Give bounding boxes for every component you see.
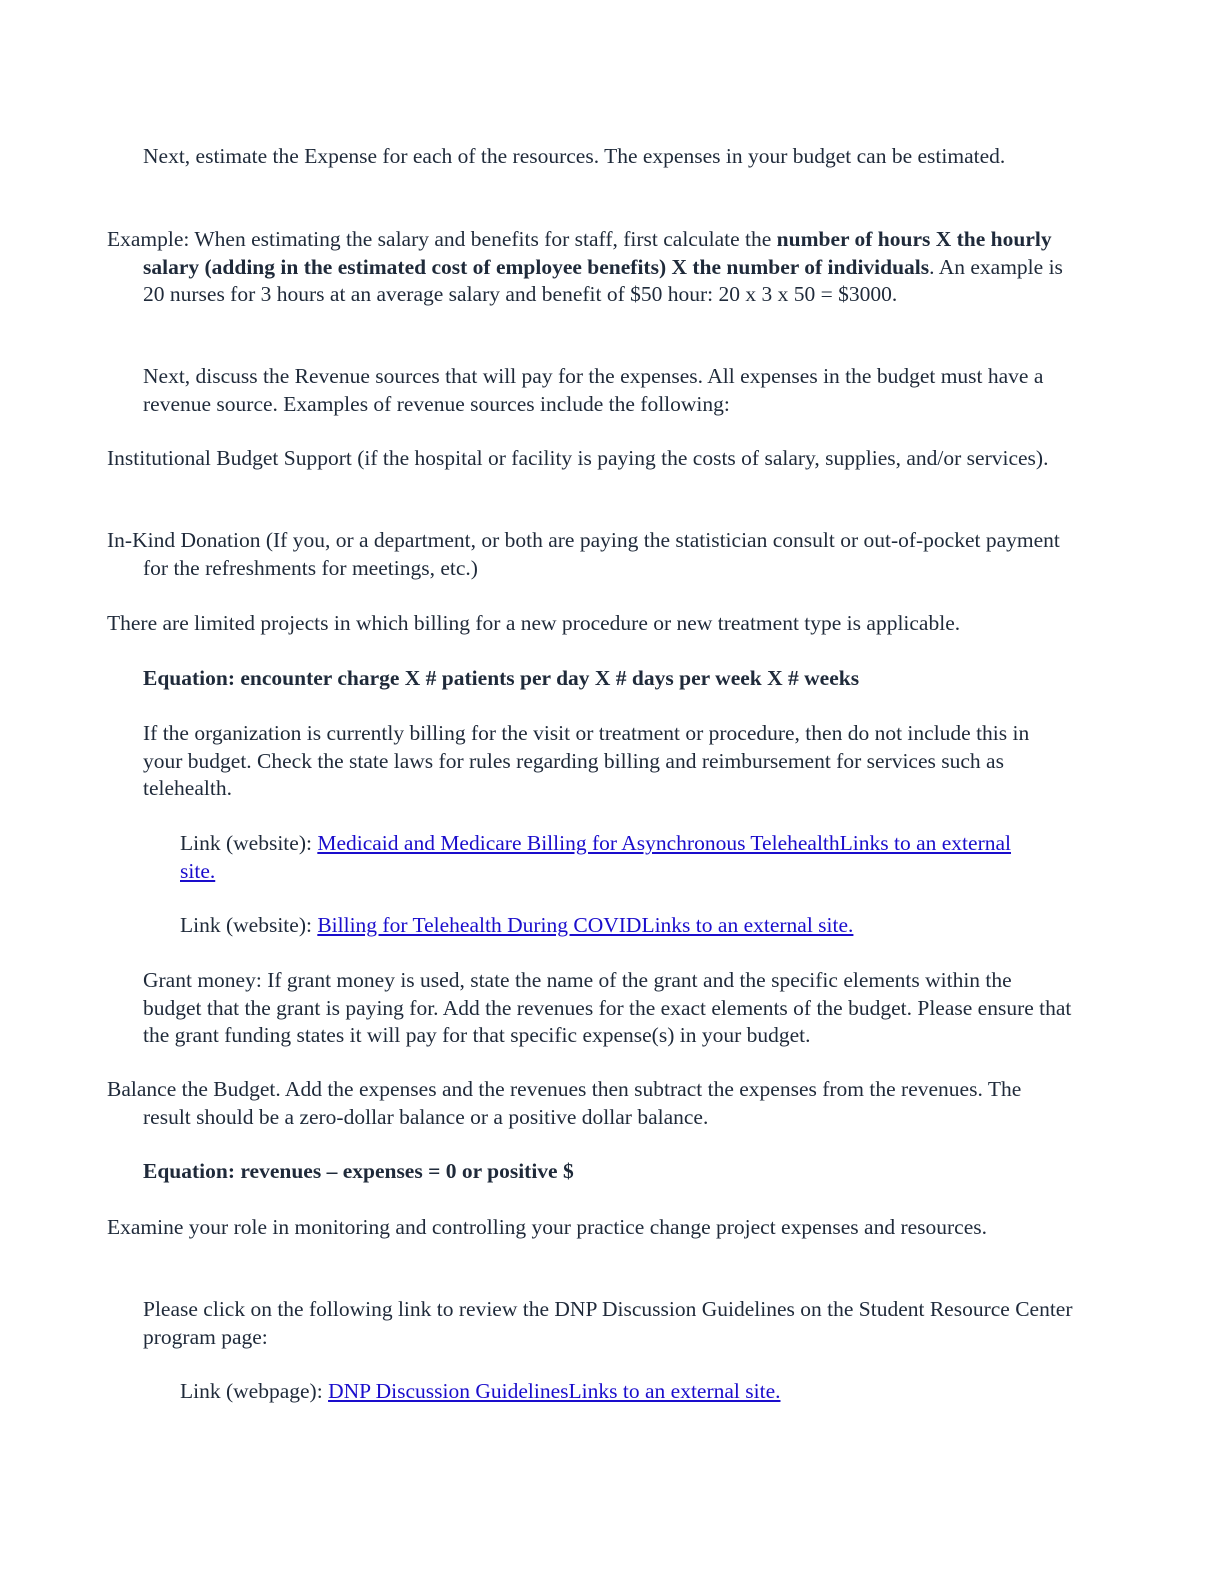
medicaid-link-paragraph <box>180 830 1040 885</box>
grant-money-paragraph: Grant money: If grant money is used, state the name of the grant and the specific elements within the budget that the grant is paying for. Add the revenues for the exact elements of the budget. Please ensure that the grant funding states it will pay for that specific expense(s) in your budget. <box>143 968 1072 1047</box>
medicaid-link-label: Link (website): <box>180 831 318 855</box>
billing-projects-paragraph: There are limited projects in which billing for a new procedure or new treatment type is applicable. <box>107 611 961 635</box>
expense-estimate-paragraph: Next, estimate the Expense for each of the resources. The expenses in your budget can be estimated. <box>143 144 1006 168</box>
balance-equation <box>143 1158 1073 1186</box>
guidelines-instruction-paragraph: Please click on the following link to review the DNP Discussion Guidelines on the Student Resource Center program page: <box>143 1297 1073 1349</box>
current-billing-paragraph: If the organization is currently billing for the visit or treatment or procedure, then do not include this in your budget. Check the state laws for rules regarding billing and reimbursement for services such as telehealth. <box>143 721 1030 800</box>
telehealth-covid-billing-link[interactable]: Billing for Telehealth During COVIDLinks to an external site. <box>317 913 854 937</box>
salary-example-detail: . An example is 20 nurses for 3 hours at an average salary and benefit of $50 hour: 20 x 3 x 50 = $3000. <box>143 254 1063 306</box>
medicaid-medicare-billing-link[interactable]: Medicaid and Medicare Billing for Asynchronous TelehealthLinks to an external site. <box>180 831 1011 883</box>
balance-budget-paragraph: Balance the Budget. Add the expenses and the revenues then subtract the expenses from the revenues. The result should be a zero-dollar balance or a positive dollar balance. <box>107 1077 1022 1129</box>
encounter-equation <box>143 665 1073 693</box>
dnp-discussion-guidelines-link[interactable]: DNP Discussion GuidelinesLinks to an external site. <box>328 1379 781 1403</box>
salary-example-paragraph <box>107 226 1072 309</box>
salary-formula-bold: number of hours X the hourly salary (adding in the estimated cost of employee benefits) X the number of individuals <box>143 227 1052 279</box>
examine-role-paragraph: Examine your role in monitoring and controlling your practice change project expenses and resources. <box>107 1215 988 1239</box>
balance-equation-text: Equation: revenues – expenses = 0 or positive $ <box>143 1159 574 1183</box>
covid-link-paragraph <box>180 912 1040 940</box>
guidelines-link-paragraph <box>180 1378 1040 1406</box>
covid-link-label: Link (website): <box>180 913 318 937</box>
salary-example-intro: Example: When estimating the salary and benefits for staff, first calculate the <box>107 227 777 251</box>
revenue-sources-paragraph: Next, discuss the Revenue sources that will pay for the expenses. All expenses in the budget must have a revenue source. Examples of revenue sources include the following: <box>143 364 1044 416</box>
encounter-equation-text: Equation: encounter charge X # patients per day X # days per week X # weeks <box>143 666 860 690</box>
institutional-support-paragraph: Institutional Budget Support (if the hospital or facility is paying the costs of salary, supplies, and/or services). <box>107 446 1049 470</box>
in-kind-donation-paragraph: In-Kind Donation (If you, or a department, or both are paying the statistician consult or out-of-pocket payment for the refreshments for meetings, etc.) <box>107 528 1060 580</box>
guidelines-link-label: Link (webpage): <box>180 1379 329 1403</box>
